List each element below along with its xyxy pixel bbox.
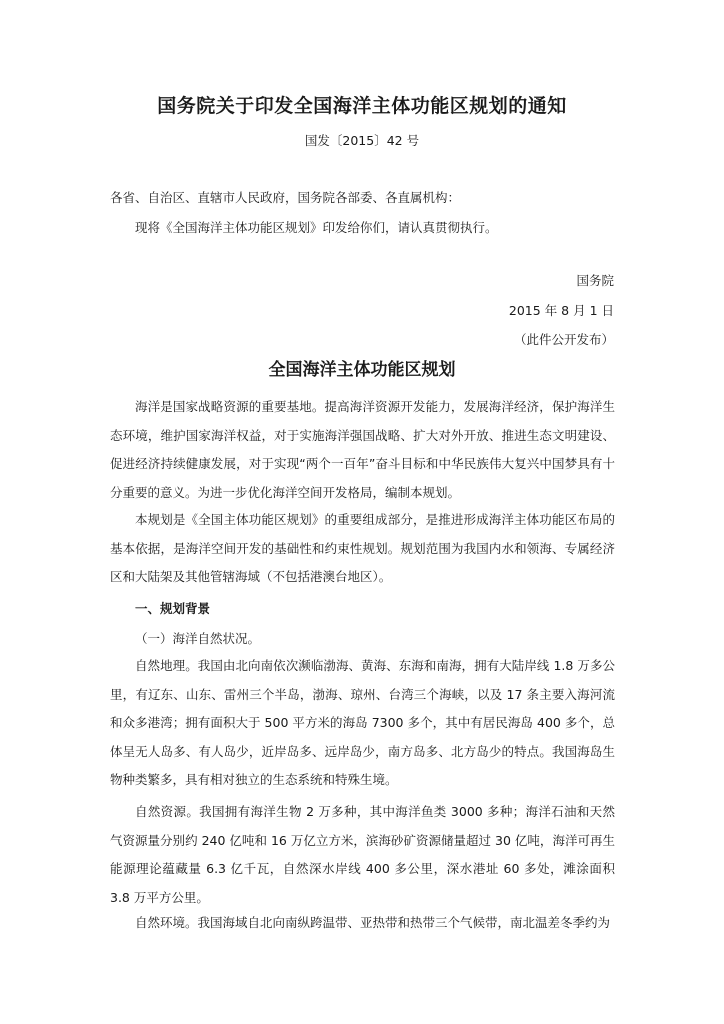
issuer-signature: 国务院 bbox=[576, 273, 614, 288]
environment-paragraph: 自然环境。我国海域自北向南纵跨温带、亚热带和热带三个气候带，南北温差冬季约为 bbox=[135, 915, 611, 930]
plan-title: 全国海洋主体功能区规划 bbox=[268, 360, 456, 380]
geography-paragraph: 自然地理。我国由北向南依次濒临渤海、黄海、东海和南海，拥有大陆岸线 1.8 万多公里，有辽东、山东、雷州三个半岛，渤海、琼州、台湾三个海峡，以及 17 条主要入海河流和众多港湾；拥有面积大于 500 平方米的海岛 7300 多个，其中有居民海岛 400 多个，总体呈无人岛多、有人岛少，近岸岛多、远岸岛少，南方岛多、北方岛少的特点。我国海岛生物种类繁多，具有相对独立的生态系统和特殊生境。 bbox=[110, 658, 615, 787]
plan-paragraph-1: 海洋是国家战略资源的重要基地。提高海洋资源开发能力，发展海洋经济，保护海洋生态环境，维护国家海洋权益，对于实施海洋强国战略、扩大对外开放、推进生态文明建设、促进经济持续健康发展，对于实现“两个一百年”奋斗目标和中华民族伟大复兴中国梦具有十分重要的意义。为进一步优化海洋空间开发格局，编制本规划。 bbox=[110, 399, 615, 500]
document-title: 国务院关于印发全国海洋主体功能区规划的通知 bbox=[157, 95, 567, 117]
resources-paragraph: 自然资源。我国拥有海洋生物 2 万多种，其中海洋鱼类 3000 多种；海洋石油和天然气资源量分别约 240 亿吨和 16 万亿立方米，滨海砂矿资源储量超过 30 亿吨，海洋可再生能源理论蕴藏量 6.3 亿千瓦，自然深水岸线 400 多公里，深水港址 60 多处，滩涂面积 3.8 万平方公里。 bbox=[110, 804, 615, 905]
document-number: 国发〔2015〕42 号 bbox=[304, 133, 420, 148]
plan-paragraph-2: 本规划是《全国主体功能区规划》的重要组成部分，是推进形成海洋主体功能区布局的基本依据，是海洋空间开发的基础性和约束性规划。规划范围为我国内水和领海、专属经济区和大陆架及其他管辖海域（不包括港澳台地区）。 bbox=[110, 512, 615, 584]
notice-intro: 现将《全国海洋主体功能区规划》印发给你们，请认真贯彻执行。 bbox=[135, 220, 498, 235]
salutation: 各省、自治区、直辖市人民政府，国务院各部委、各直属机构： bbox=[110, 190, 461, 205]
section-heading: 一、规划背景 bbox=[135, 601, 211, 616]
issue-date: 2015 年 8 月 1 日 bbox=[508, 303, 614, 318]
publish-note: （此件公开发布） bbox=[513, 332, 614, 347]
subsection-heading: （一）海洋自然状况。 bbox=[135, 631, 261, 646]
